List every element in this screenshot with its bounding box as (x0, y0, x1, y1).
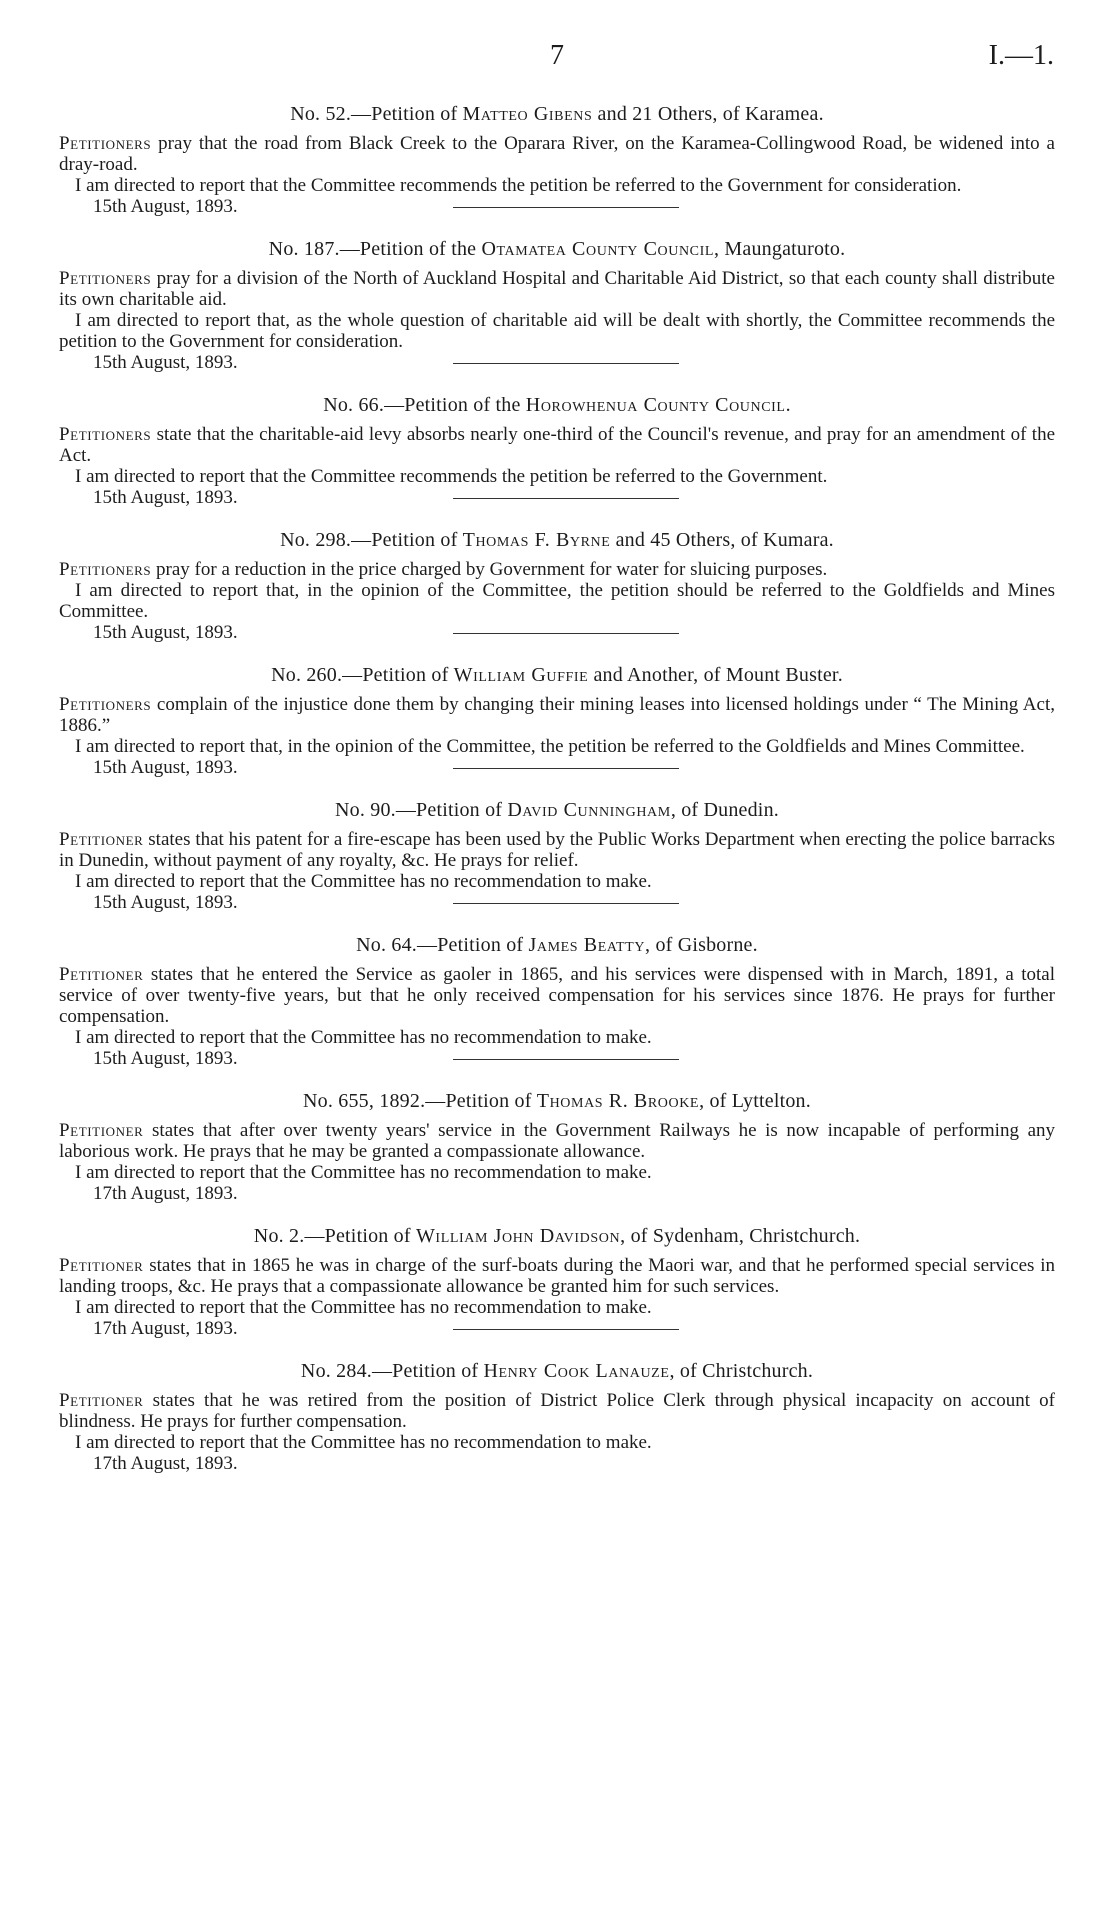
report-date: 15th August, 1893. (93, 196, 1055, 217)
section-divider (453, 1059, 679, 1060)
petition-summary: Petitioners complain of the injustice done them by changing their mining leases into licensed holdings under “ The Mining Act, 1886.” (59, 694, 1055, 736)
petitioner-name: Thomas F. Byrne (462, 529, 611, 551)
report-date: 15th August, 1893. (93, 892, 1055, 913)
section-divider (453, 207, 679, 208)
committee-report: I am directed to report that the Committee has no recommendation to make. (75, 1027, 652, 1048)
petitioner-name: Matteo Gibens (462, 103, 593, 125)
petition-title: No. 90.—Petition of David Cunningham, of Dunedin. (335, 799, 779, 821)
committee-report: I am directed to report that the Committee has no recommendation to make. (75, 1432, 652, 1453)
section-divider (453, 1329, 679, 1330)
petition-entry (59, 394, 1055, 508)
page-number: 7 (550, 40, 564, 71)
committee-report: I am directed to report that the Committee has no recommendation to make. (75, 1162, 652, 1183)
petition-title: No. 2.—Petition of William John Davidson, of Sydenham, Christchurch. (253, 1225, 861, 1247)
petition-title: No. 66.—Petition of the Horowhenua County Council. (323, 394, 791, 416)
petition-entry (59, 103, 1055, 217)
committee-report: I am directed to report that the Committee recommends the petition be referred to the Government for consideration. (75, 175, 962, 196)
petition-summary: Petitioner states that he was retired from the position of District Police Clerk through physical incapacity on account of blindness. He prays for further compensation. (59, 1390, 1055, 1432)
petition-entry (59, 1090, 1055, 1204)
petition-summary: Petitioners state that the charitable-aid levy absorbs nearly one-third of the Council's revenue, and pray for an amendment of the Act. (59, 424, 1055, 466)
section-divider (453, 768, 679, 769)
petition-summary: Petitioners pray for a reduction in the price charged by Government for water for sluicing purposes. (59, 559, 828, 580)
petition-title: No. 187.—Petition of the Otamatea County Council, Maungaturoto. (268, 238, 846, 260)
report-date: 15th August, 1893. (93, 622, 1055, 643)
section-divider (453, 363, 679, 364)
petition-title: No. 64.—Petition of James Beatty, of Gisborne. (356, 934, 758, 956)
petition-summary: Petitioner states that he entered the Service as gaoler in 1865, and his services were dispensed with in March, 1891, a total service of over twenty-five years, but that he only received compensation for his services since 1876. He prays for further compensation. (59, 964, 1055, 1027)
petition-title: No. 284.—Petition of Henry Cook Lanauze, of Christchurch. (300, 1360, 814, 1382)
petitioner-name: Otamatea County Council (481, 238, 715, 260)
section-divider (453, 903, 679, 904)
petition-summary: Petitioner states that in 1865 he was in charge of the surf-boats during the Maori war, and that he performed special services in landing troops, &c. He prays that a compassionate allowance be granted him for such services. (59, 1255, 1055, 1297)
committee-report: I am directed to report that the Committee has no recommendation to make. (75, 871, 652, 892)
committee-report: I am directed to report that, in the opinion of the Committee, the petition should be referred to the Goldfields and Mines Committee. (59, 580, 1055, 622)
petition-entry (59, 1360, 1055, 1474)
petition-summary: Petitioner states that after over twenty years' service in the Government Railways he is now incapable of performing any laborious work. He prays that he may be granted a compassionate allowance. (59, 1120, 1055, 1162)
petition-title: No. 298.—Petition of Thomas F. Byrne and 45 Others, of Kumara. (280, 529, 834, 551)
petition-entry (59, 1225, 1055, 1339)
section-divider (453, 498, 679, 499)
document-reference: I.—1. (988, 40, 1054, 71)
petition-entry (59, 799, 1055, 913)
petitioner-name: David Cunningham (507, 799, 671, 821)
committee-report: I am directed to report that the Committee recommends the petition be referred to the Government. (75, 466, 828, 487)
petition-title: No. 655, 1892.—Petition of Thomas R. Brooke, of Lyttelton. (303, 1090, 811, 1112)
page-header (0, 40, 1114, 80)
report-date: 17th August, 1893. (93, 1318, 1055, 1339)
committee-report: I am directed to report that, in the opinion of the Committee, the petition be referred to the Goldfields and Mines Committee. (75, 736, 1025, 757)
petition-entry (59, 238, 1055, 373)
report-date: 17th August, 1893. (93, 1453, 238, 1474)
report-date: 15th August, 1893. (93, 757, 1055, 778)
petition-entry (59, 934, 1055, 1069)
petition-summary: Petitioners pray that the road from Black Creek to the Oparara River, on the Karamea-Collingwood Road, be widened into a dray-road. (59, 133, 1055, 175)
report-date: 17th August, 1893. (93, 1183, 238, 1204)
section-divider (453, 633, 679, 634)
petitioner-name: James Beatty (528, 934, 646, 956)
petition-title: No. 52.—Petition of Matteo Gibens and 21 Others, of Karamea. (290, 103, 824, 125)
petitioner-name: Horowhenua County Council (525, 394, 786, 416)
committee-report: I am directed to report that the Committee has no recommendation to make. (75, 1297, 652, 1318)
petition-summary: Petitioner states that his patent for a fire-escape has been used by the Public Works Department when erecting the police barracks in Dunedin, without payment of any royalty, &c. He prays for relief. (59, 829, 1055, 871)
petitioner-name: Thomas R. Brooke (536, 1090, 700, 1112)
report-date: 15th August, 1893. (93, 487, 1055, 508)
petition-entry (59, 529, 1055, 643)
petitions-list (59, 103, 1055, 1474)
petitioner-name: William John Davidson (415, 1225, 621, 1247)
report-date: 15th August, 1893. (93, 352, 1055, 373)
petitioner-name: Henry Cook Lanauze (483, 1360, 670, 1382)
petitioner-name: William Guffie (453, 664, 589, 686)
petition-entry (59, 664, 1055, 778)
committee-report: I am directed to report that, as the whole question of charitable aid will be dealt with shortly, the Committee recommends the petition to the Government for consideration. (59, 310, 1055, 352)
petition-title: No. 260.—Petition of William Guffie and Another, of Mount Buster. (271, 664, 843, 686)
report-date: 15th August, 1893. (93, 1048, 1055, 1069)
petition-summary: Petitioners pray for a division of the North of Auckland Hospital and Charitable Aid District, so that each county shall distribute its own charitable aid. (59, 268, 1055, 310)
